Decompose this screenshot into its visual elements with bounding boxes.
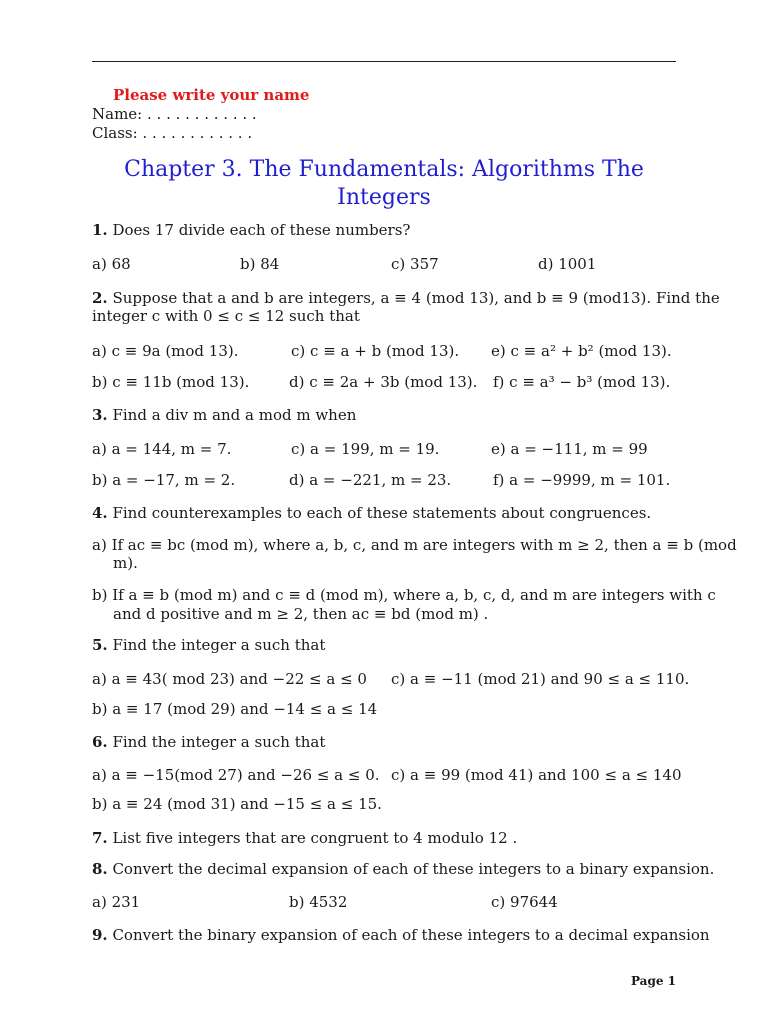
page-title xyxy=(92,156,676,212)
q3-option-a: a) a = 144, m = 7. xyxy=(92,440,232,458)
question-text: Does 17 divide each of these numbers? xyxy=(112,221,411,239)
header-rule xyxy=(92,61,676,62)
question-3 xyxy=(92,405,356,425)
question-text: Find counterexamples to each of these statements about congruences. xyxy=(112,504,652,522)
q3-option-f: f) a = −9999, m = 101. xyxy=(493,471,671,489)
q6-option-a: a) a ≡ −15(mod 27) and −26 ≤ a ≤ 0. xyxy=(92,766,380,784)
question-number: 1. xyxy=(92,221,108,239)
question-text: List five integers that are congruent to 4 modulo 12 . xyxy=(112,829,518,847)
q2-option-d: d) c ≡ 2a + 3b (mod 13). xyxy=(289,373,478,391)
question-text: Find the integer a such that xyxy=(112,733,326,751)
question-5 xyxy=(92,635,325,655)
q4-option-a-cont: m). xyxy=(113,554,138,572)
question-number: 3. xyxy=(92,406,108,424)
question-text: Convert the decimal expansion of each of these integers to a binary expansion. xyxy=(112,860,715,878)
page-number: Page 1 xyxy=(630,974,676,988)
q5-option-b: b) a ≡ 17 (mod 29) and −14 ≤ a ≤ 14 xyxy=(92,700,378,718)
question-1 xyxy=(92,220,410,240)
question-number: 5. xyxy=(92,636,108,654)
q2-option-b: b) c ≡ 11b (mod 13). xyxy=(92,373,250,391)
question-text: Suppose that a and b are integers, a ≡ 4 (mod 13), and b ≡ 9 (mod13). Find the xyxy=(112,289,720,307)
q2-option-f: f) c ≡ a³ − b³ (mod 13). xyxy=(493,373,671,391)
question-number: 7. xyxy=(92,829,108,847)
q8-option-b: b) 4532 xyxy=(289,893,348,911)
q2-option-c: c) c ≡ a + b (mod 13). xyxy=(291,342,460,360)
q5-option-c: c) a ≡ −11 (mod 21) and 90 ≤ a ≤ 110. xyxy=(391,670,690,688)
q6-option-c: c) a ≡ 99 (mod 41) and 100 ≤ a ≤ 140 xyxy=(391,766,682,784)
title-line-1: Chapter 3. The Fundamentals: Algorithms The xyxy=(124,157,644,182)
q6-option-b: b) a ≡ 24 (mod 31) and −15 ≤ a ≤ 15. xyxy=(92,795,382,813)
q5-option-a: a) a ≡ 43( mod 23) and −22 ≤ a ≤ 0 xyxy=(92,670,367,688)
q1-option-a: a) 68 xyxy=(92,255,131,273)
title-line-2: Integers xyxy=(337,185,431,210)
question-6 xyxy=(92,732,325,752)
name-line: Name: . . . . . . . . . . . . xyxy=(92,105,257,123)
q3-option-e: e) a = −111, m = 99 xyxy=(491,440,648,458)
question-text: Find a div m and a mod m when xyxy=(112,406,357,424)
q1-option-c: c) 357 xyxy=(391,255,439,273)
question-number: 8. xyxy=(92,860,108,878)
class-line: Class: . . . . . . . . . . . . xyxy=(92,124,253,142)
q4-option-b-cont: and d positive and m ≥ 2, then ac ≡ bd (mod m) . xyxy=(113,605,489,623)
question-number: 4. xyxy=(92,504,108,522)
question-7 xyxy=(92,828,517,848)
q1-option-b: b) 84 xyxy=(240,255,280,273)
q2-option-a: a) c ≡ 9a (mod 13). xyxy=(92,342,239,360)
question-2-cont: integer c with 0 ≤ c ≤ 12 such that xyxy=(92,307,360,325)
question-8 xyxy=(92,859,714,879)
q4-option-b: b) If a ≡ b (mod m) and c ≡ d (mod m), where a, b, c, d, and m are integers with c xyxy=(92,586,716,604)
question-number: 9. xyxy=(92,926,108,944)
q8-option-c: c) 97644 xyxy=(491,893,558,911)
q8-option-a: a) 231 xyxy=(92,893,141,911)
question-4 xyxy=(92,503,651,523)
question-text: Convert the binary expansion of each of these integers to a decimal expansion xyxy=(112,926,710,944)
question-9 xyxy=(92,925,710,945)
q3-option-d: d) a = −221, m = 23. xyxy=(289,471,452,489)
q2-option-e: e) c ≡ a² + b² (mod 13). xyxy=(491,342,672,360)
question-text: Find the integer a such that xyxy=(112,636,326,654)
question-number: 6. xyxy=(92,733,108,751)
q1-option-d: d) 1001 xyxy=(538,255,597,273)
name-prompt: Please write your name xyxy=(113,86,310,104)
q4-option-a: a) If ac ≡ bc (mod m), where a, b, c, and m are integers with m ≥ 2, then a ≡ b (mod xyxy=(92,536,737,554)
question-number: 2. xyxy=(92,289,108,307)
q3-option-b: b) a = −17, m = 2. xyxy=(92,471,236,489)
question-2 xyxy=(92,288,720,308)
q3-option-c: c) a = 199, m = 19. xyxy=(291,440,440,458)
